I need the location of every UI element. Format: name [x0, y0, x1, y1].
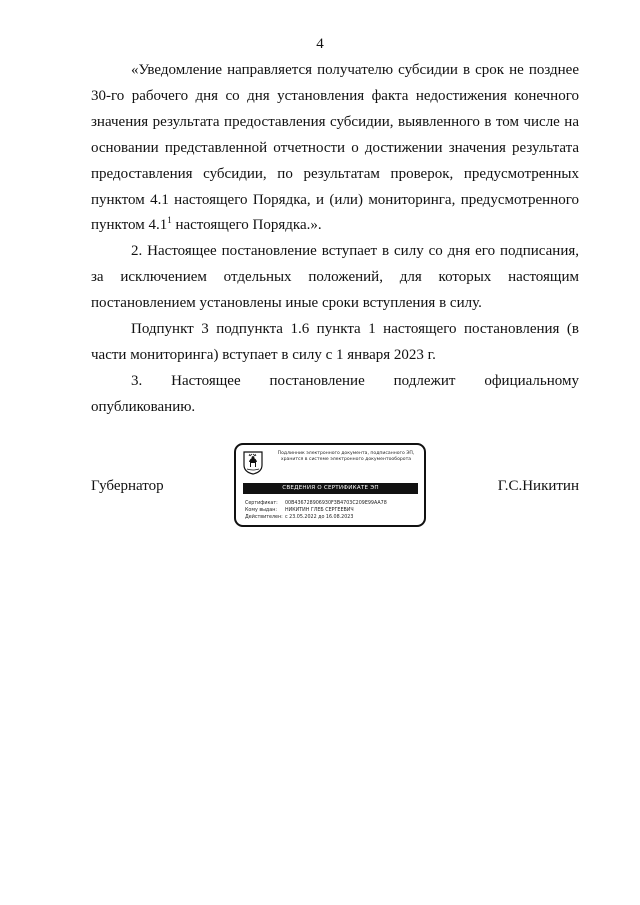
stamp-certificate-label: Сертификат: — [245, 501, 278, 506]
signer-name: Г.С.Никитин — [497, 478, 579, 494]
stamp-title-bar: СВЕДЕНИЯ О СЕРТИФИКАТЕ ЭП — [243, 483, 418, 494]
paragraph-notification — [91, 58, 579, 239]
stamp-issued-to-label: Кому выдан: — [245, 508, 277, 513]
document-body — [91, 58, 579, 421]
deer-coat-of-arms-icon — [243, 451, 263, 475]
stamp-validity-value: с 23.05.2022 до 16.08.2023 — [285, 515, 354, 520]
stamp-header-line-2: хранится в системе электронного документооборота — [280, 457, 412, 462]
paragraph-entry-into-force: 2. Настоящее постановление вступает в силу со дня его подписания, за исключением отдельных положений, для которых настоящим постановлением установлены иные сроки вступления в силу. — [91, 243, 579, 312]
paragraph-subclause-monitoring: Подпункт 3 подпункта 1.6 пункта 1 настоящего постановления (в части мониторинга) вступает в силу с 1 января 2023 г. — [91, 321, 579, 363]
stamp-certificate-value: 00B436728906930F3B4703C209E99AA78 — [285, 501, 387, 506]
stamp-certificate-row — [245, 500, 423, 507]
paragraph-publication: 3. Настоящее постановление подлежит официальному опубликованию. — [91, 372, 579, 415]
stamp-validity-label: Действителен: — [245, 515, 283, 520]
paragraph-notification-text: «Уведомление направляется получателю субсидии в срок не позднее 30-го рабочего дня со дня установления факта недостижения конечного значения результата предоставления субсидии, выявленного в том числе на основании представленной отчетности о достижении значения результата предоставления субсидии, по результатам проверок, предусмотренных пунктом 4.1 настоящего Порядка, и (или) мониторинга, предусмотренного пунктом 4.1 — [91, 62, 579, 234]
stamp-validity-row — [245, 514, 423, 521]
stamp-issued-to-value: НИКИТИН ГЛЕБ СЕРГЕЕВИЧ — [285, 508, 354, 513]
electronic-signature-stamp — [234, 443, 426, 527]
stamp-details — [245, 500, 423, 521]
stamp-header-line-1: Подлинник электронного документа, подписанного ЭП, — [277, 451, 415, 456]
signer-position: Губернатор — [91, 478, 164, 494]
superscript-index: 1 — [167, 215, 172, 226]
stamp-header — [270, 451, 422, 463]
page-number: 4 — [316, 36, 324, 52]
stamp-issued-to-row — [245, 507, 423, 514]
paragraph-notification-end: настоящего Порядка.». — [171, 217, 322, 234]
